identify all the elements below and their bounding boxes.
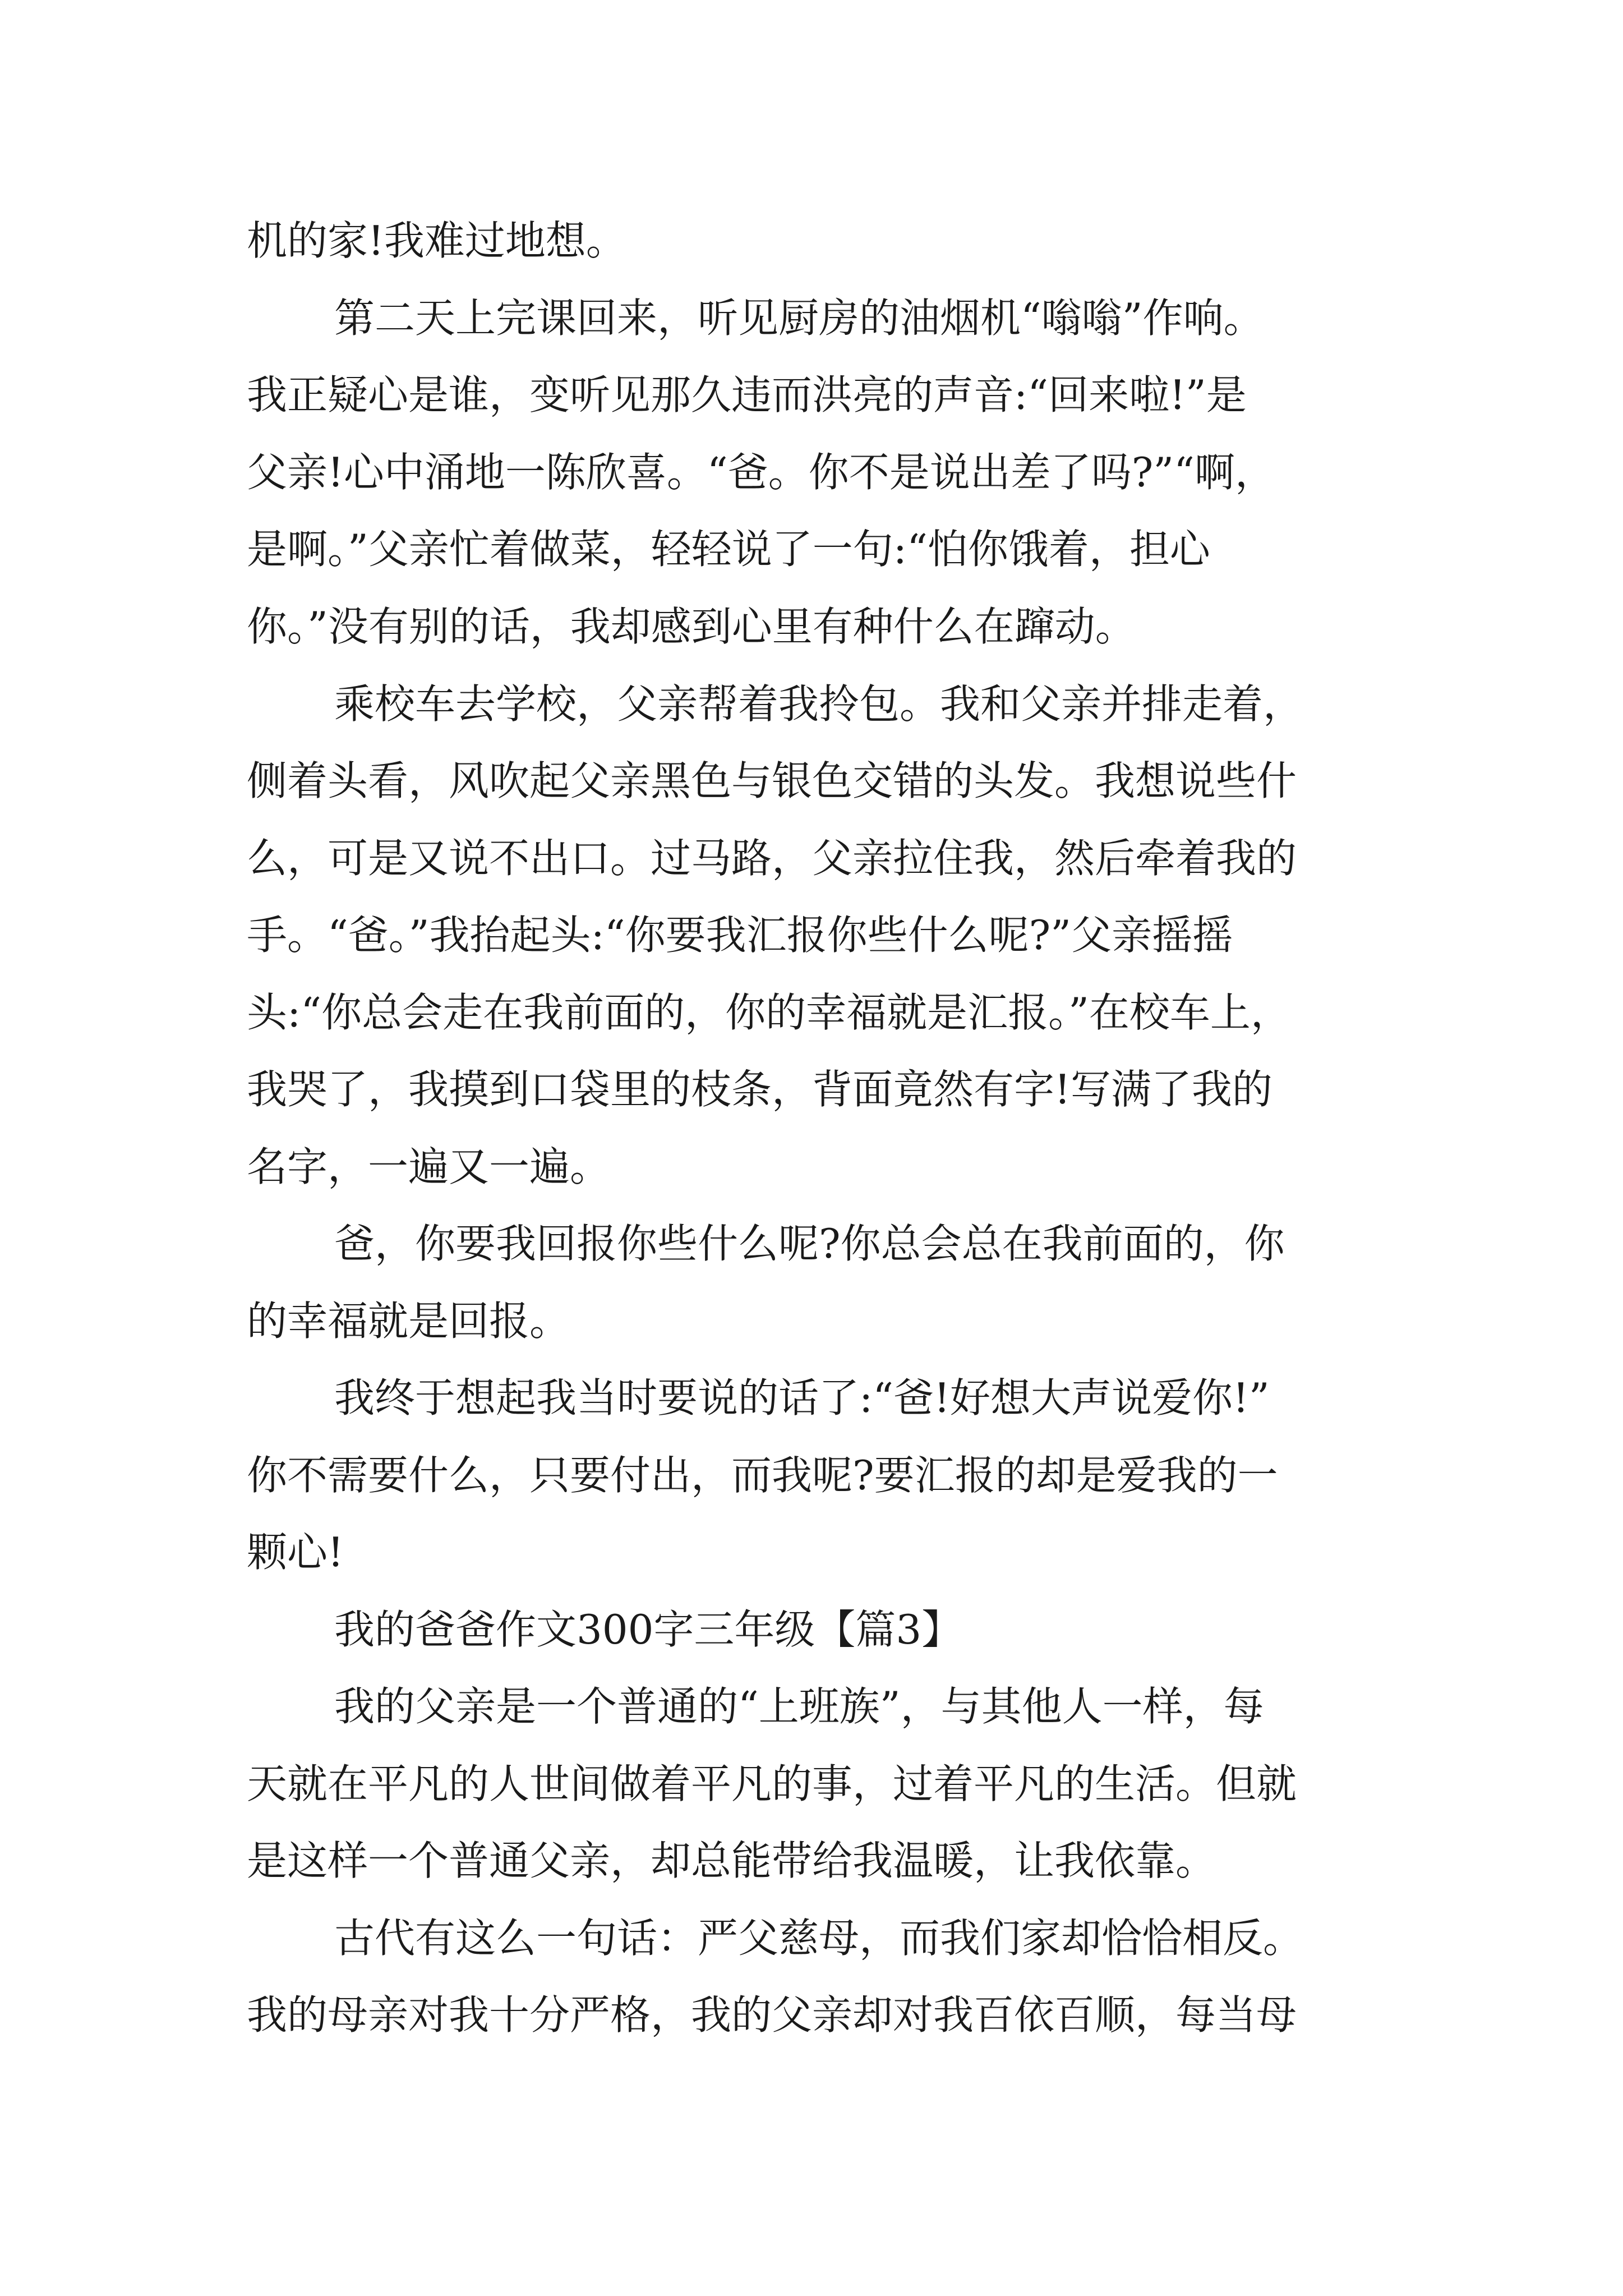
text-line-14: 爸，你要我回报你些什么呢?你总会总在我前面的，你 <box>334 1220 1285 1267</box>
text-line-2: 第二天上完课回来，听见厨房的油烟机“嗡嗡”作响。 <box>334 295 1264 342</box>
text-line-22: 是这样一个普通父亲，却总能带给我温暖，让我依靠。 <box>247 1837 1216 1884</box>
text-line-7: 乘校车去学校，父亲帮着我拎包。我和父亲并排走着， <box>334 680 1304 728</box>
text-line-11: 头:“你总会走在我前面的，你的幸福就是汇报。”在校车上， <box>247 989 1291 1036</box>
text-line-21: 天就在平凡的人世间做着平凡的事，过着平凡的生活。但就 <box>247 1760 1297 1807</box>
text-line-1: 机的家!我难过地想。 <box>247 217 626 264</box>
text-line-10: 手。“爸。”我抬起头:“你要我汇报你些什么呢?”父亲摇摇 <box>247 912 1233 959</box>
text-line-17: 你不需要什么，只要付出，而我呢?要汇报的却是爱我的一 <box>247 1452 1278 1499</box>
text-line-15: 的幸福就是回报。 <box>247 1297 570 1345</box>
text-line-3: 我正疑心是谁，变听见那久违而洪亮的声音:“回来啦!”是 <box>247 371 1247 418</box>
text-line-8: 侧着头看，风吹起父亲黑色与银色交错的头发。我想说些什 <box>247 757 1297 804</box>
section-heading: 我的爸爸作文300字三年级【篇3】 <box>334 1606 962 1653</box>
text-line-13: 名字，一遍又一遍。 <box>247 1143 611 1190</box>
text-line-23: 古代有这么一句话：严父慈母，而我们家却恰恰相反。 <box>334 1915 1304 1962</box>
text-line-20: 我的父亲是一个普通的“上班族”，与其他人一样，每 <box>334 1683 1264 1730</box>
text-line-6: 你。”没有别的话，我却感到心里有种什么在蹿动。 <box>247 603 1136 650</box>
text-line-9: 么，可是又说不出口。过马路，父亲拉住我，然后牵着我的 <box>247 835 1297 882</box>
text-line-4: 父亲!心中涌地一陈欣喜。“爸。你不是说出差了吗?”“啊， <box>247 449 1275 496</box>
text-line-18: 颗心! <box>247 1529 344 1576</box>
text-line-5: 是啊。”父亲忙着做菜，轻轻说了一句:“怕你饿着，担心 <box>247 526 1210 573</box>
text-line-24: 我的母亲对我十分严格，我的父亲却对我百依百顺，每当母 <box>247 1991 1297 2039</box>
text-line-12: 我哭了，我摸到口袋里的枝条，背面竟然有字!写满了我的 <box>247 1066 1272 1113</box>
text-line-16: 我终于想起我当时要说的话了:“爸!好想大声说爱你!” <box>334 1374 1270 1421</box>
